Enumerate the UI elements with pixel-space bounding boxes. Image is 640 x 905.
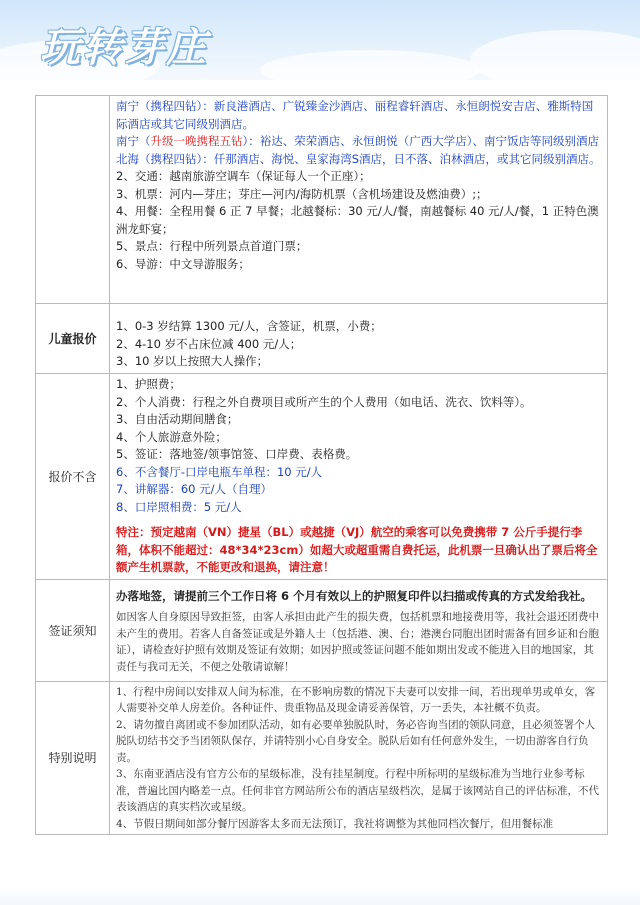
logo-title: 玩转芽庄 xyxy=(40,25,208,71)
header-banner xyxy=(0,0,640,80)
exclude-item-extra: 7、讲解器：60 元/人（自理） xyxy=(116,482,272,496)
exclude-item: 4、个人旅游意外险； xyxy=(116,429,227,444)
child-price-label: 儿童报价 xyxy=(36,304,110,374)
special-label: 特别说明 xyxy=(36,681,110,835)
cloud-decoration xyxy=(470,30,640,80)
exclude-item: 5、签证：落地签/领事馆签、口岸费、表格费。 xyxy=(116,447,358,461)
itinerary-table xyxy=(35,95,608,835)
child-price-item: 1、0-3 岁结算 1300 元/人，含签证，机票，小费； xyxy=(116,319,382,333)
child-price-item: 3、10 岁以上按照大人操作； xyxy=(116,354,269,368)
table-row xyxy=(36,96,608,304)
visa-label: 签证须知 xyxy=(36,579,110,681)
visa-refusal-notice: 如因客人自身原因导致拒签，由客人承担由此产生的损失费，包括机票和地接费用等，我社会退还团费中未产生的费用。若客人自备签证或是外籍人士（包括港、澳、台；港澳台同胞出团时需备有回乡证和台胞证），请检查好护照有效期及签证有效期；如因护照或签证问题不能如期出发或不能进入目的地国家，其责任与我司无关，不便之处敬请谅解！ xyxy=(116,611,599,673)
special-item: 1、行程中房间以安排双人间为标准，在不影响房数的情况下夫妻可以安排一间，若出现单男或单女，客人需要补交单人房差价。各种证件、贵重物品及现金请妥善保管，万一丢失，本社概不负责。 xyxy=(116,685,596,714)
include-item: 5、景点：行程中所列景点首道门票； xyxy=(116,239,308,253)
table-row xyxy=(36,681,608,835)
hotel-nanning-upgrade: 南宁（升级一晚携程五钻）：裕达、荣荣酒店、永恒朗悦（广西大学店）、南宁饭店等同级别酒店 xyxy=(116,134,599,148)
row-label-empty xyxy=(36,96,110,304)
exclude-label: 报价不含 xyxy=(36,374,110,580)
exclude-cell xyxy=(110,374,608,580)
visa-landing-instruction: 办落地签，请提前三个工作日将 6 个月有效以上的护照复印件以扫描或传真的方式发给我社。 xyxy=(116,588,593,603)
exclude-item-extra: 6、不含餐厅-口岸电瓶车单程：10 元/人 xyxy=(116,464,323,479)
child-price-cell xyxy=(110,304,608,374)
table-row xyxy=(36,579,608,681)
include-item: 6、导游：中文导游服务； xyxy=(116,256,250,271)
exclude-item: 2、个人消费：行程之外自费项目或所产生的个人费用（如电话、洗衣、饮料等）。 xyxy=(116,394,532,409)
upgrade-highlight: 升级一晚携程五钻 xyxy=(150,134,243,148)
visa-cell xyxy=(110,579,608,681)
hotel-nanning-4star: 南宁（携程四钻）：新良港酒店、广锐臻金沙酒店、丽程睿轩酒店、永恒朗悦安吉店、雅斯特国际酒店或其它同级别酒店。 xyxy=(116,99,594,131)
exclude-item: 3、自由活动期间膳食； xyxy=(116,412,239,426)
footer-band xyxy=(0,885,640,905)
cloud-decoration xyxy=(260,50,480,80)
exclude-item-extra: 8、口岸照相费：5 元/人 xyxy=(116,499,242,514)
include-item: 3、机票：河内—芽庄；芽庄—河内/海防机票（含机场建设及燃油费）;； xyxy=(116,186,488,201)
special-item: 2、请勿擅自离团或不参加团队活动，如有必要单独脱队时，务必咨询当团的领队同意，且必须签署个人脱队切结书交予当团领队保存，并请特别小心自身安全。脱队后如有任何意外发生，一切由游客自行负责。 xyxy=(116,718,596,764)
flight-baggage-notice: 特注：预定越南（VN）捷星（BL）或越捷（VJ）航空的乘客可以免费携带 7 公斤手提行李箱，体积不能超过：48*34*23cm）如超大或超重需自费托运，此机票一旦确认出了票后将全额产生机票款，不能更改和退换，请注意！ xyxy=(116,525,598,574)
includes-cell xyxy=(110,96,608,304)
table-row xyxy=(36,374,608,580)
special-cell xyxy=(110,681,608,835)
include-item: 4、用餐：全程用餐 6 正 7 早餐；北越餐标：30 元/人/餐，南越餐标 40 元/人/餐，1 正特色澳洲龙虾宴； xyxy=(116,204,599,236)
include-item: 2、交通：越南旅游空调车（保证每人一个正座）； xyxy=(116,169,371,183)
exclude-item: 1、护照费； xyxy=(116,377,181,391)
special-item: 3、东南亚酒店没有官方公布的星级标准，没有挂星制度。行程中所标明的星级标准为当地行业参考标准，普遍比国内略差一点。任何非官方网站所公布的酒店星级档次，是属于该网站自己的评估标准，不代表该酒店的真实档次或星级。 xyxy=(116,768,599,813)
child-price-item: 2、4-10 岁不占床位减 400 元/人； xyxy=(116,336,302,351)
table-row xyxy=(36,304,608,374)
hotel-beihai-4star: 北海（携程四钻）：仟那酒店、海悦、皇家海湾S酒店，日不落、泊林酒店，或其它同级别酒店。 xyxy=(116,151,601,166)
special-item: 4、节假日期间如部分餐厅因游客太多而无法预订，我社将调整为其他同档次餐厅，但用餐标准 xyxy=(116,817,554,830)
